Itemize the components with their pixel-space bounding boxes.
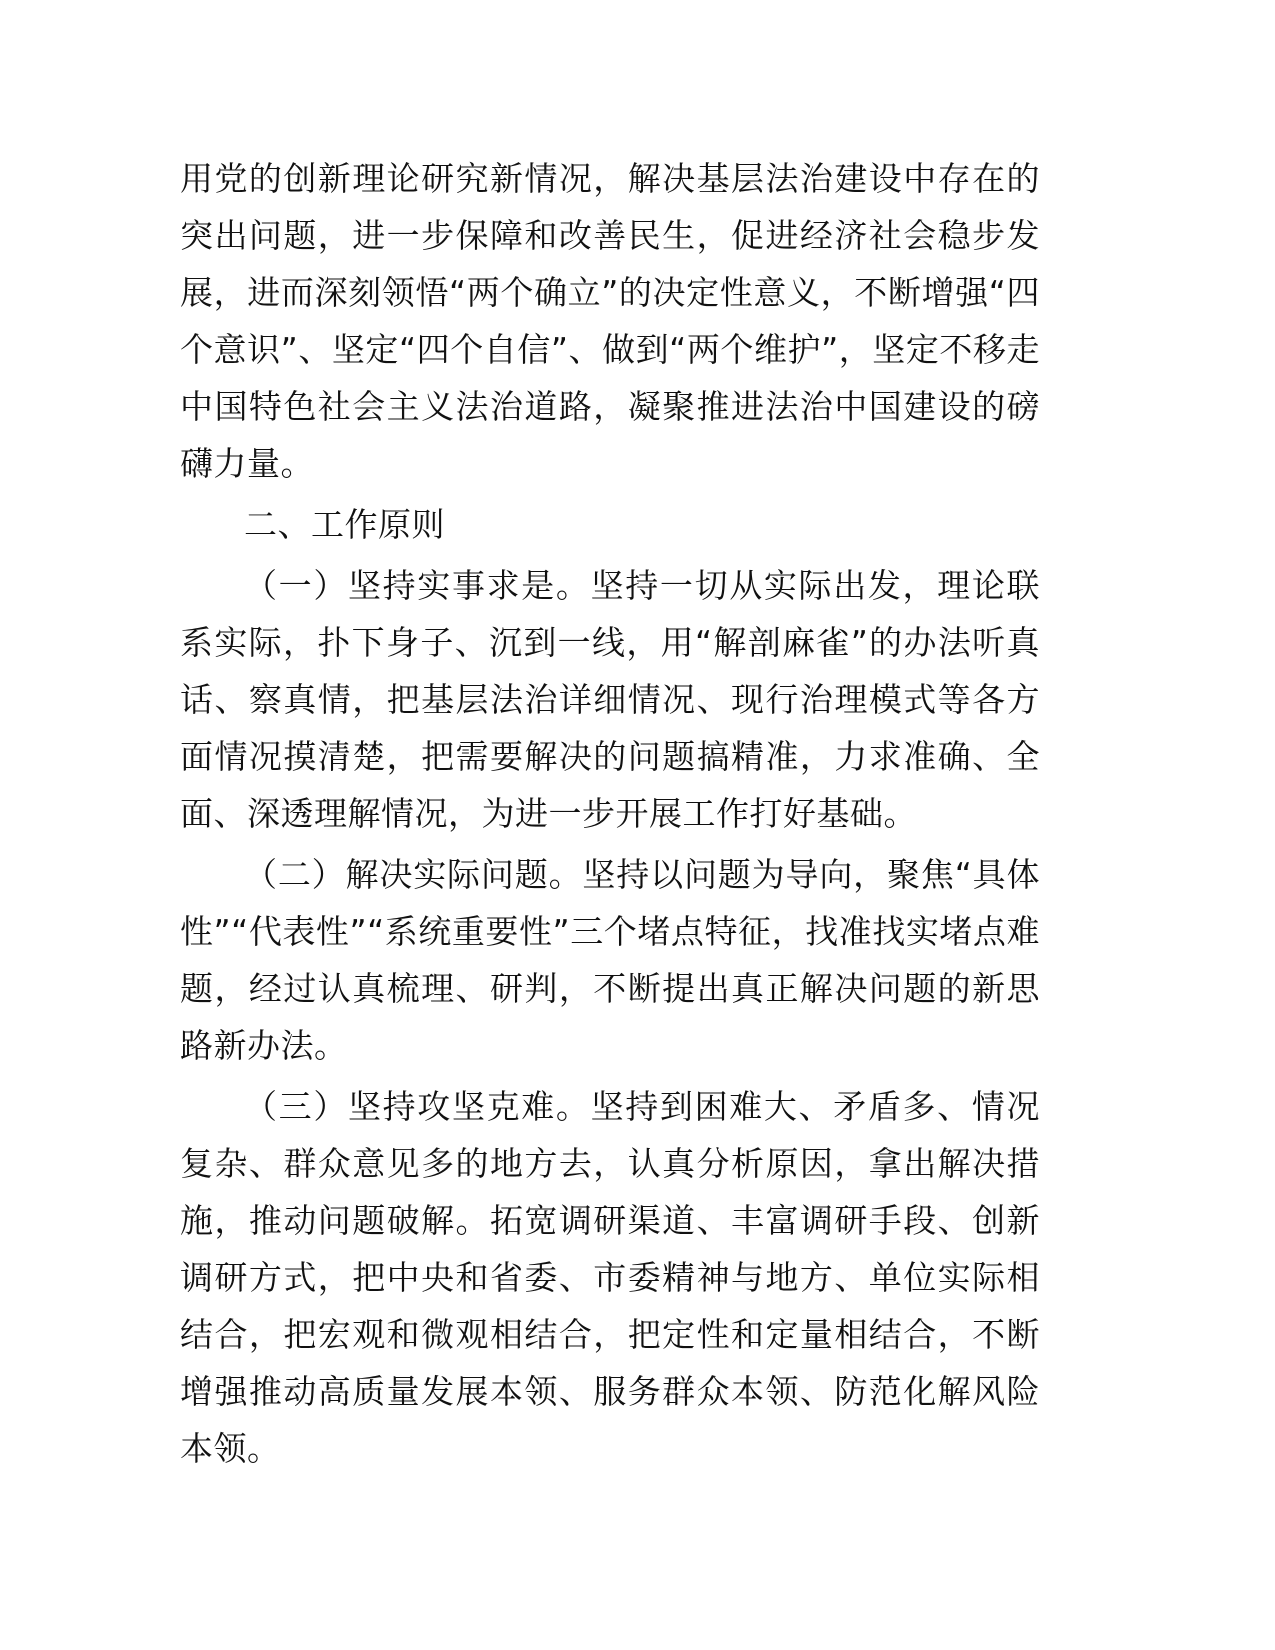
paragraph-principle-3: （三）坚持攻坚克难。坚持到困难大、矛盾多、情况复杂、群众意见多的地方去，认真分析原因，拿出解决措施，推动问题破解。拓宽调研渠道、丰富调研手段、创新调研方式，把中央和省委、市委精神与地方、单位实际相结合，把宏观和微观相结合，把定性和定量相结合，不断增强推动高质量发展本领、服务群众本领、防范化解风险本领。 (180, 1087, 1040, 1468)
section-heading-work-principles: 二、工作原则 (244, 505, 445, 544)
paragraph-principle-1: （一）坚持实事求是。坚持一切从实际出发，理论联系实际，扑下身子、沉到一线，用“解剖麻雀”的办法听真话、察真情，把基层法治详细情况、现行治理模式等各方面情况摸清楚，把需要解决的问题搞精准，力求准确、全面、深透理解情况，为进一步开展工作打好基础。 (180, 566, 1040, 833)
document-body (180, 150, 1040, 1481)
paragraph-continuation: 用党的创新理论研究新情况，解决基层法治建设中存在的突出问题，进一步保障和改善民生，促进经济社会稳步发展，进而深刻领悟“两个确立”的决定性意义，不断增强“四个意识”、坚定“四个自信”、做到“两个维护”，坚定不移走中国特色社会主义法治道路，凝聚推进法治中国建设的磅礴力量。 (180, 159, 1040, 483)
paragraph-principle-2: （二）解决实际问题。坚持以问题为导向，聚焦“具体性”“代表性”“系统重要性”三个堵点特征，找准找实堵点难题，经过认真梳理、研判，不断提出真正解决问题的新思路新办法。 (180, 855, 1040, 1065)
